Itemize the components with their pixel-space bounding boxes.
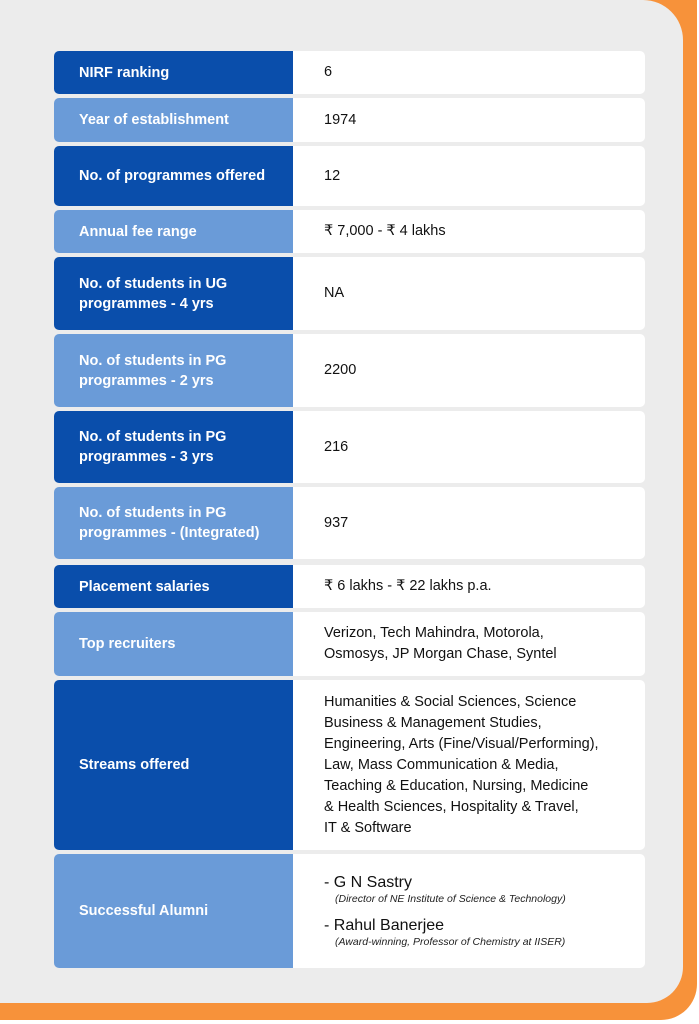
row-value (293, 334, 645, 407)
alumni-description: (Award-winning, Professor of Chemistry at IISER) (335, 936, 566, 948)
row-label: Annual fee range (54, 210, 293, 253)
value-line: Humanities & Social Sciences, Science (324, 693, 577, 710)
row-value (293, 565, 645, 608)
table-row-alumni (54, 854, 645, 968)
value-line: 12 (324, 167, 341, 184)
row-value (293, 680, 645, 850)
value-line: ₹ 6 lakhs - ₹ 22 lakhs p.a. (324, 578, 492, 594)
row-label: Placement salaries (54, 565, 293, 608)
row-label: No. of programmes offered (54, 146, 293, 206)
row-value (293, 98, 645, 142)
value-line: NA (324, 285, 345, 301)
row-label: No. of students in PG programmes - (Integrated) (54, 487, 293, 559)
row-value (293, 854, 645, 968)
value-line: Verizon, Tech Mahindra, Motorola, (324, 625, 544, 641)
table-row-nirf (54, 51, 645, 94)
value-line: 937 (324, 514, 349, 531)
table-row-ug-students (54, 257, 645, 330)
row-value (293, 612, 645, 676)
table-row-fee (54, 210, 645, 253)
row-value (293, 257, 645, 330)
row-value (293, 411, 645, 483)
table-row-recruiters (54, 612, 645, 676)
value-line: Law, Mass Communication & Media, (324, 756, 559, 773)
table-row-pg3-students (54, 411, 645, 483)
row-label: Streams offered (54, 680, 293, 850)
value-line: Business & Management Studies, (324, 714, 542, 731)
alumni-description: (Director of NE Institute of Science & Technology) (335, 893, 566, 905)
value-line: 6 (324, 64, 333, 80)
value-line: Osmosys, JP Morgan Chase, Syntel (324, 646, 557, 662)
value-line: 1974 (324, 111, 357, 128)
row-label: Top recruiters (54, 612, 293, 676)
value-line: 216 (324, 438, 349, 455)
table-row-year (54, 98, 645, 142)
row-value (293, 146, 645, 206)
row-label: Successful Alumni (54, 854, 293, 968)
row-value (293, 487, 645, 559)
value-line: Engineering, Arts (Fine/Visual/Performing), (324, 735, 599, 752)
alumni-name: - Rahul Banerjee (324, 917, 445, 934)
row-label: NIRF ranking (54, 51, 293, 94)
table-row-placement (54, 565, 645, 608)
row-value (293, 210, 645, 253)
row-label: No. of students in UG programmes - 4 yrs (54, 257, 293, 330)
table-row-integrated-students (54, 487, 645, 559)
table-row-programmes (54, 146, 645, 206)
row-label: No. of students in PG programmes - 3 yrs (54, 411, 293, 483)
value-line: Teaching & Education, Nursing, Medicine (324, 777, 589, 794)
row-value (293, 51, 645, 94)
alumni-spacer (324, 906, 633, 916)
table-row-streams (54, 680, 645, 850)
value-line: ₹ 7,000 - ₹ 4 lakhs (324, 223, 446, 239)
alumni-name: - G N Sastry (324, 874, 413, 891)
row-label: Year of establishment (54, 98, 293, 142)
row-label: No. of students in PG programmes - 2 yrs (54, 334, 293, 407)
value-line: & Health Sciences, Hospitality & Travel, (324, 798, 579, 815)
table-row-pg2-students (54, 334, 645, 407)
value-line: 2200 (324, 362, 357, 378)
value-line: IT & Software (324, 819, 412, 836)
